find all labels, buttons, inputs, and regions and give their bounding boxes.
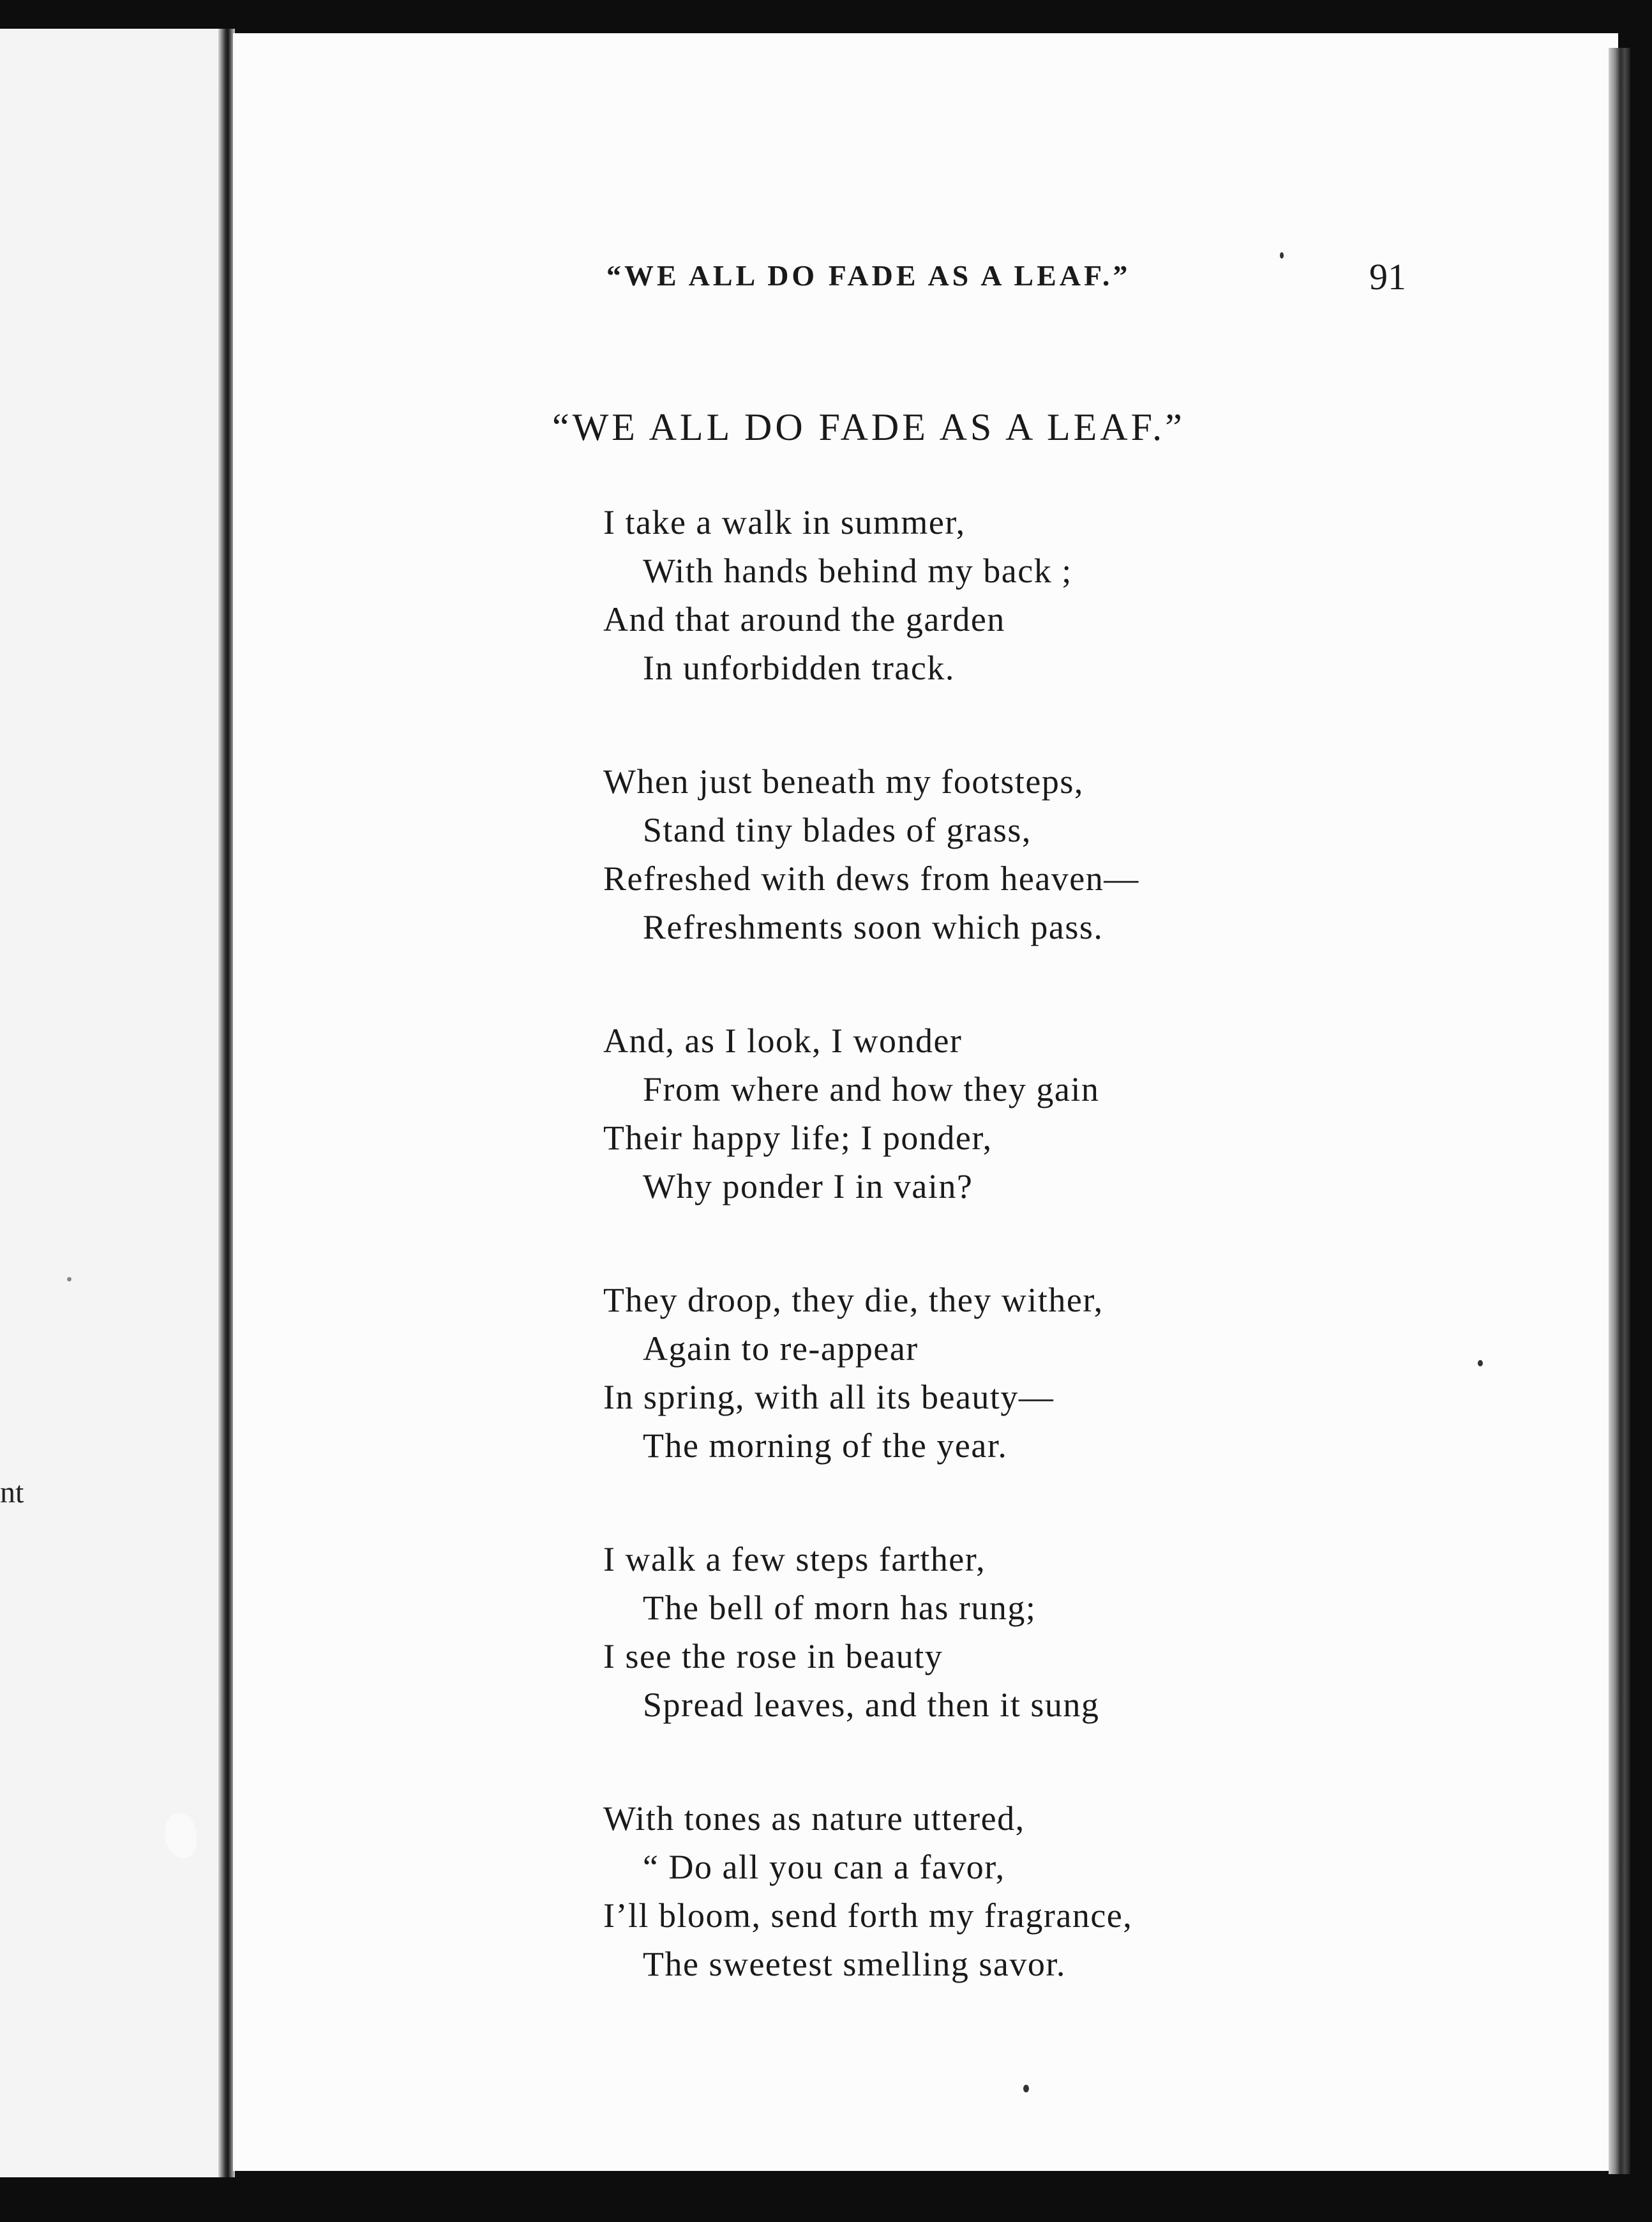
poem-line: I’ll bloom, send forth my fragrance, [603, 1896, 1133, 1935]
ink-speck [1478, 1360, 1483, 1366]
page-number: 91 [1369, 256, 1406, 298]
poem-line: Again to re-appear [643, 1329, 919, 1368]
ink-speck [67, 1277, 71, 1281]
poem-line: Refreshed with dews from heaven— [603, 859, 1139, 898]
facing-page-text-fragment: nt [0, 1476, 24, 1509]
paper-blemish [165, 1813, 197, 1858]
poem-line: And that around the garden [603, 600, 1005, 639]
poem-line: Stand tiny blades of grass, [643, 811, 1032, 849]
poem-line: They droop, they die, they wither, [603, 1281, 1104, 1319]
facing-page [0, 29, 223, 2177]
page-edge-shadow [1609, 48, 1630, 2174]
ink-speck [1023, 2085, 1029, 2092]
poem-line: I see the rose in beauty [603, 1637, 943, 1675]
stanza [603, 1276, 1529, 1470]
poem-line: Why ponder I in vain? [643, 1167, 973, 1205]
stanza [603, 757, 1529, 951]
poem-line: “ Do all you can a favor, [643, 1848, 1005, 1886]
stanza [603, 1535, 1529, 1729]
poem-line: The morning of the year. [643, 1426, 1008, 1465]
poem-line: I walk a few steps farther, [603, 1540, 986, 1578]
poem-line: With hands behind my back ; [643, 552, 1072, 590]
poem-line: I take a walk in summer, [603, 503, 966, 541]
poem-line: In unforbidden track. [643, 649, 955, 687]
poem-line: And, as I look, I wonder [603, 1022, 963, 1060]
poem-line: With tones as nature uttered, [603, 1799, 1025, 1838]
poem-line: When just beneath my footsteps, [603, 762, 1084, 801]
poem-line: Refreshments soon which pass. [643, 908, 1104, 946]
poem-line: The bell of morn has rung; [643, 1589, 1037, 1627]
poem-line: The sweetest smelling savor. [643, 1945, 1066, 1983]
poem-line: In spring, with all its beauty— [603, 1378, 1055, 1416]
running-header: “WE ALL DO FADE AS A LEAF.” [606, 259, 1131, 292]
stanza [603, 498, 1529, 692]
poem-line: Spread leaves, and then it sung [643, 1686, 1100, 1724]
stanza [603, 1017, 1529, 1211]
poem-line: Their happy life; I ponder, [603, 1119, 993, 1157]
poem-title: “WE ALL DO FADE AS A LEAF.” [552, 406, 1185, 448]
poem-line: From where and how they gain [643, 1070, 1100, 1108]
stanza [603, 1794, 1529, 1988]
poem-body [603, 498, 1529, 2053]
ink-speck [1280, 252, 1284, 259]
